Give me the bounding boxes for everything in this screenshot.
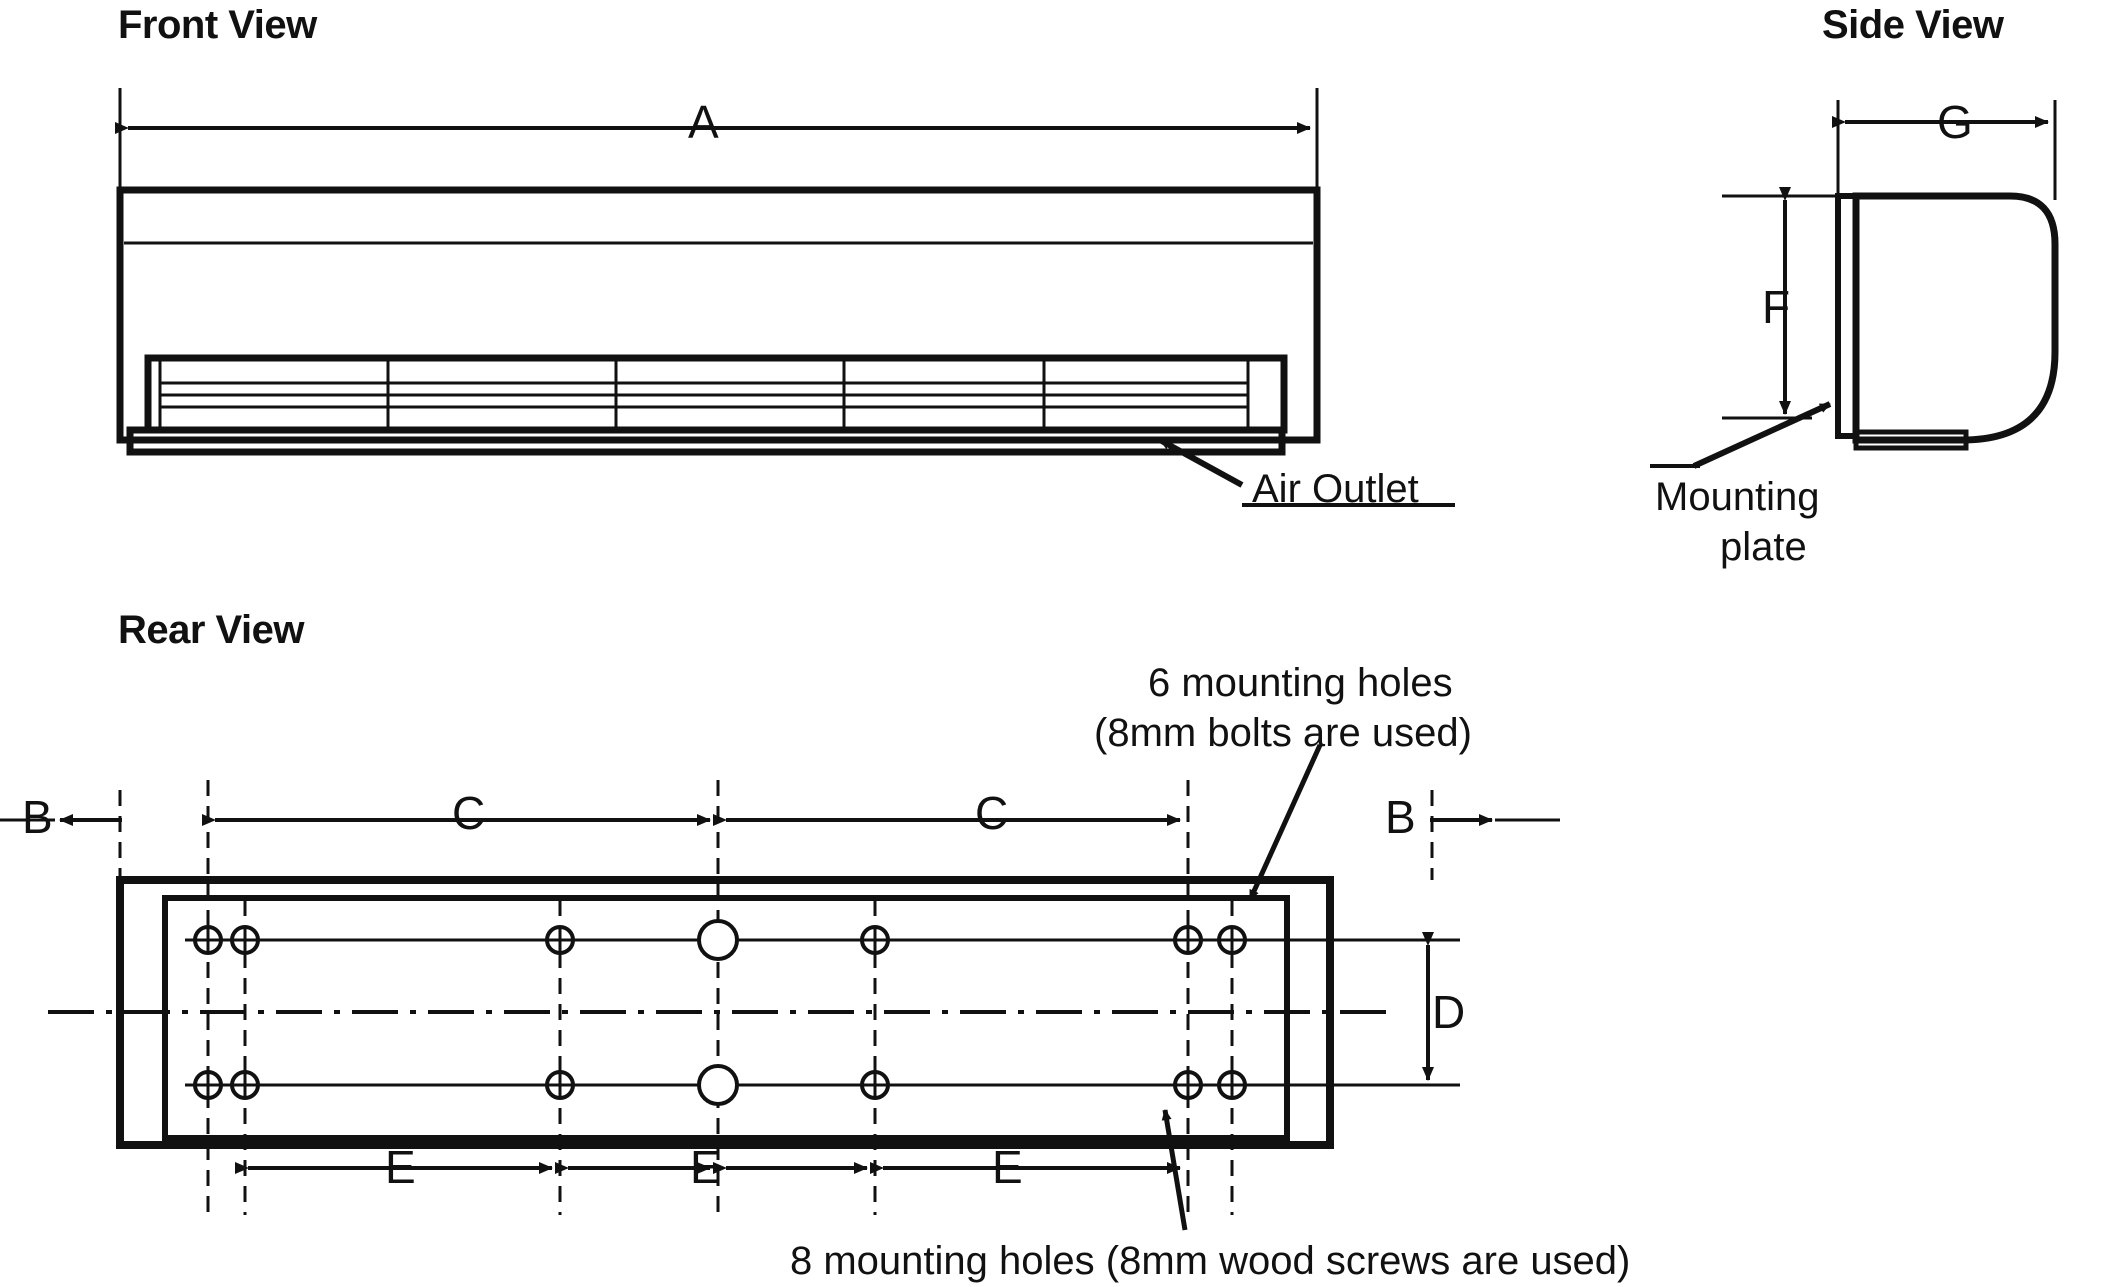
dimension-label-b-right: B xyxy=(1385,791,1416,843)
front-view-title: Front View xyxy=(118,3,317,47)
dimension-label-e-1: E xyxy=(385,1141,416,1193)
dimension-label-a: A xyxy=(688,96,719,148)
mounting-plate-callout-line2: plate xyxy=(1720,525,1807,569)
mounting-plate-callout-line1: Mounting xyxy=(1655,475,1820,519)
dimension-label-e-3: E xyxy=(992,1141,1023,1193)
rear-view-group xyxy=(0,745,1560,1230)
dimension-label-f: F xyxy=(1762,281,1791,333)
air-outlet-callout: Air Outlet xyxy=(1252,467,1419,511)
rear-view-title: Rear View xyxy=(118,608,304,652)
side-view-title: Side View xyxy=(1822,3,2004,47)
dimension-label-e-2: E xyxy=(690,1141,721,1193)
dimension-label-c-left: C xyxy=(452,787,486,839)
dimension-label-c-right: C xyxy=(975,787,1009,839)
side-view-group xyxy=(1650,100,2055,466)
six-holes-callout-line2: (8mm bolts are used) xyxy=(1094,711,1472,755)
front-view-group xyxy=(120,88,1455,505)
dimension-label-g: G xyxy=(1937,96,1973,148)
six-holes-callout-line1: 6 mounting holes xyxy=(1148,661,1453,705)
dimension-label-b-left: B xyxy=(22,791,53,843)
dimension-label-d: D xyxy=(1432,986,1466,1038)
eight-holes-callout: 8 mounting holes (8mm wood screws are used) xyxy=(790,1239,1631,1283)
